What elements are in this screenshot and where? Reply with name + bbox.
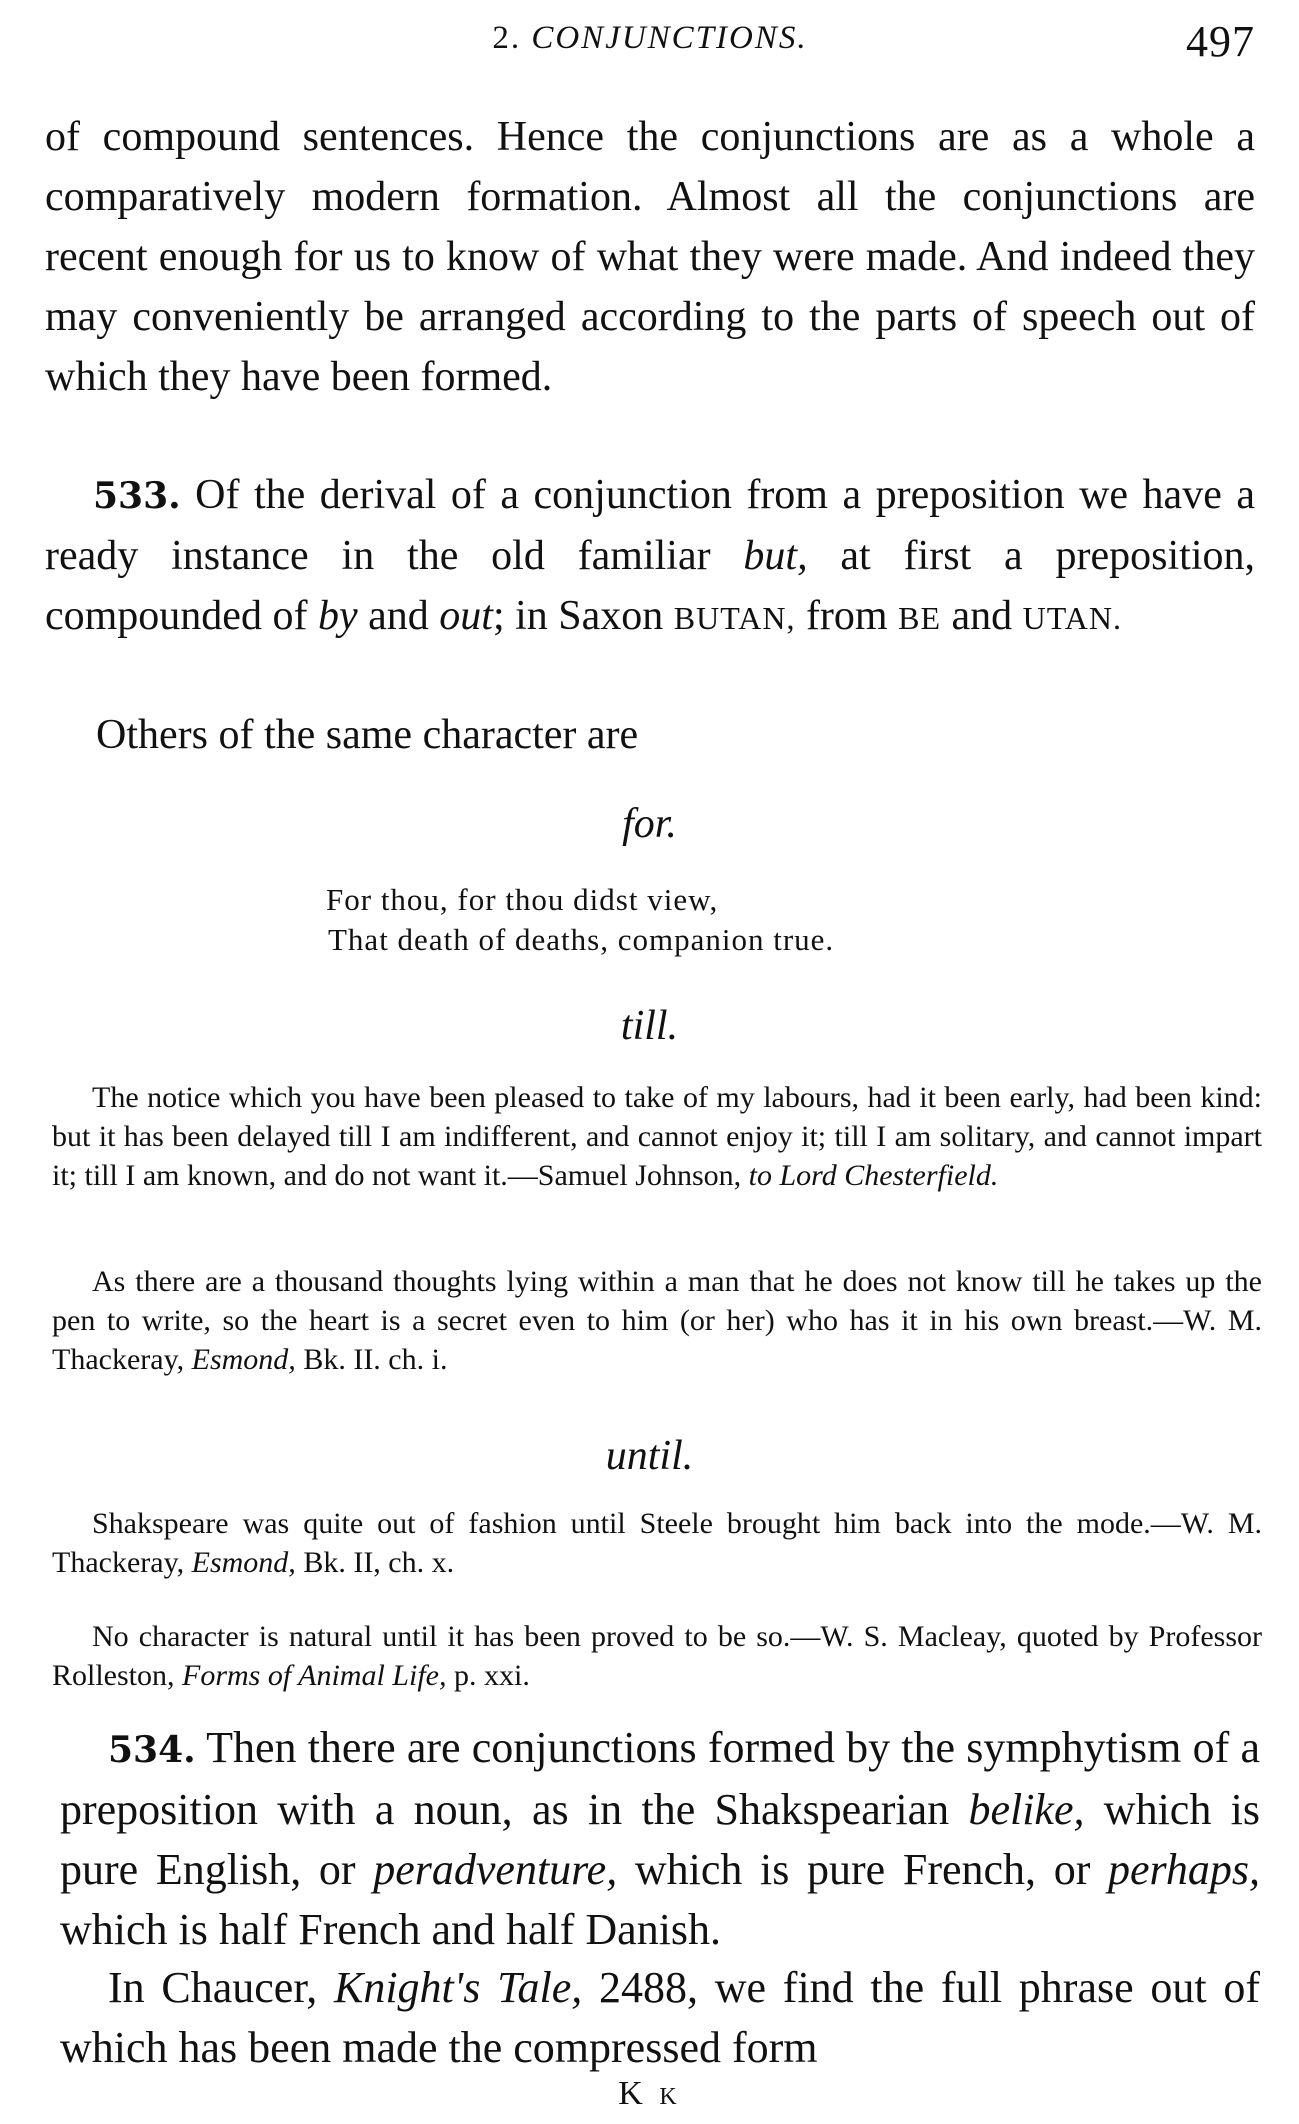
paragraph-533 bbox=[45, 465, 1255, 648]
text-segment: and bbox=[357, 593, 440, 639]
text-segment: ; in Saxon bbox=[492, 593, 674, 639]
smallcaps-term-utan: UTAN. bbox=[1022, 600, 1122, 636]
text-segment: at first a preposition, compounded of bbox=[45, 533, 1255, 639]
verse-for bbox=[326, 880, 834, 960]
quote-source: Forms of Animal Life, bbox=[182, 1659, 447, 1692]
verse-line-1: For thou, for thou didst view, bbox=[326, 882, 719, 917]
smallcaps-term-butan: BUTAN, bbox=[673, 600, 796, 636]
italic-term-out: out bbox=[439, 593, 493, 639]
quote-macleay bbox=[52, 1617, 1262, 1695]
chapter-title: CONJUNCTIONS. bbox=[531, 20, 808, 56]
quote-text: As there are a thousand thoughts lying within a man that he does not know till he takes up the pen to write, so the heart is a secret even to him (or her) who has it in his own breast.—W. M. Thackeray, bbox=[52, 1265, 1262, 1376]
quote-source: Esmond, bbox=[191, 1546, 296, 1579]
text-segment: which is half French and half Danish. bbox=[60, 1905, 722, 1954]
quote-text: Shakspeare was quite out of fashion until Steele brought him back into the mode.—W. M. Thackeray, bbox=[52, 1507, 1262, 1579]
chapter-number: 2. bbox=[492, 20, 522, 56]
section-number-533: 533. bbox=[93, 475, 181, 517]
heading-for: for. bbox=[622, 801, 677, 847]
text-segment: and bbox=[940, 593, 1023, 639]
quote-thackeray-esmond-1 bbox=[52, 1262, 1262, 1379]
text-segment: Then there are conjunctions formed by the symphytism of a preposition with a noun, as in the Shakspearian bbox=[60, 1723, 1260, 1834]
text-segment: which is pure English, or bbox=[60, 1785, 1260, 1894]
running-head bbox=[45, 14, 1255, 74]
heading-till: till. bbox=[620, 1003, 679, 1049]
text-segment: Of the derival of a conjunction from a preposition we have a ready instance in the old familiar bbox=[45, 472, 1255, 579]
smallcaps-term-be: BE bbox=[898, 600, 941, 636]
text-segment: In Chaucer, bbox=[108, 1963, 334, 2012]
heading-until: until. bbox=[605, 1433, 694, 1479]
italic-term-but: but, bbox=[743, 533, 808, 579]
text-segment: 2488, we find the full phrase out of which has been made the compressed form bbox=[60, 1963, 1260, 2072]
signature-mark: K k bbox=[618, 2075, 681, 2112]
italic-term-perhaps: perhaps, bbox=[1108, 1845, 1260, 1894]
paragraph-534 bbox=[60, 1718, 1260, 1960]
verse-line-2: That death of deaths, companion true. bbox=[328, 922, 835, 957]
quote-johnson bbox=[52, 1078, 1262, 1195]
page-number: 497 bbox=[1186, 17, 1255, 66]
section-number-534: 534. bbox=[108, 1729, 196, 1771]
quote-reference: p. xxi. bbox=[446, 1659, 530, 1692]
italic-term-peradventure: peradventure, bbox=[373, 1845, 618, 1894]
italic-term-by: by bbox=[317, 593, 358, 639]
paragraph-chaucer bbox=[60, 1958, 1260, 2078]
paragraph-compound-sentences: of compound sentences. Hence the conjunctions are as a whole a comparatively modern formation. Almost all the conjunctions are recent enough for us to know of what they were made. And indeed they may conveniently be arranged according to the parts of speech out of which they have been formed. bbox=[45, 114, 1255, 400]
quote-reference: Bk. II, ch. x. bbox=[295, 1546, 455, 1579]
quote-source: Esmond, bbox=[191, 1343, 296, 1376]
italic-term-belike: belike, bbox=[968, 1785, 1085, 1834]
italic-title-knights-tale: Knight's Tale, bbox=[333, 1963, 583, 2012]
running-title bbox=[45, 20, 1255, 57]
text-segment: which is pure French, or bbox=[617, 1845, 1108, 1894]
quote-reference: Bk. II. ch. i. bbox=[295, 1343, 448, 1376]
text-segment: from bbox=[795, 593, 899, 639]
quote-text: No character is natural until it has been proved to be so.—W. S. Macleay, quoted by Professor Rolleston, bbox=[52, 1620, 1262, 1692]
quote-thackeray-esmond-2 bbox=[52, 1504, 1262, 1582]
quote-source: to Lord Chesterfield. bbox=[748, 1159, 999, 1192]
paragraph-others: Others of the same character are bbox=[96, 712, 639, 758]
quote-text: The notice which you have been pleased to take of my labours, had it been early, had been kind: but it has been delayed till I am indifferent, and cannot enjoy it; till I am solitary, and cannot impart it; till I am known, and do not want it.—Samuel Johnson, bbox=[52, 1081, 1262, 1192]
